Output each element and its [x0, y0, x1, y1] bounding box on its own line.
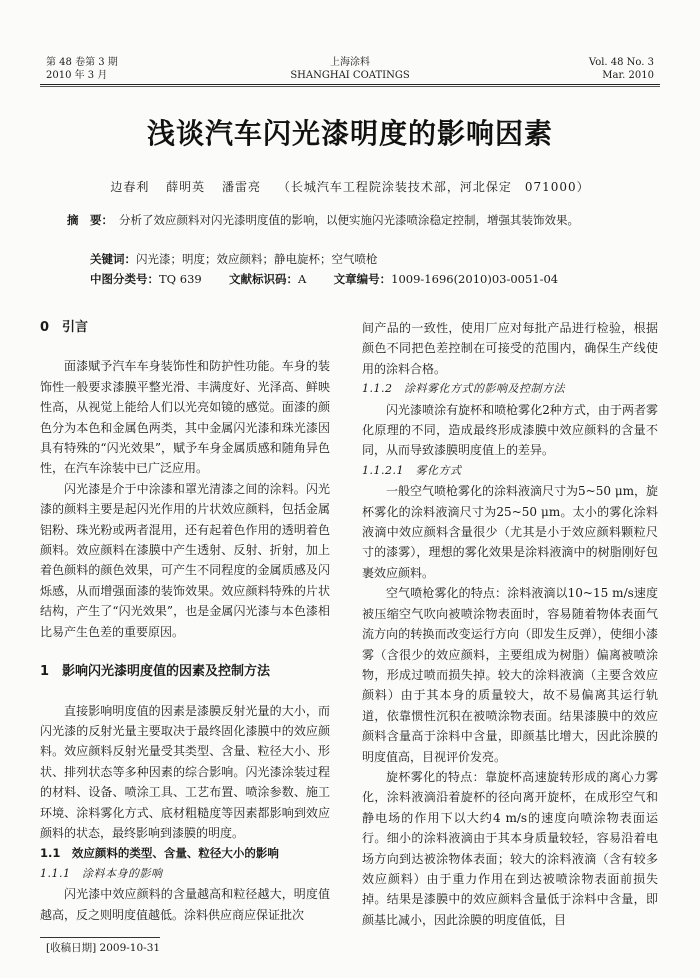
keywords-label: 关键词：	[90, 252, 136, 266]
paragraph: 一般空气喷枪雾化的涂料液滴尺寸为5~50 μm，旋杯雾化的涂料液滴尺寸为25~50 μm。太小的雾化涂料液滴中效应颜料含量很少（尤其是小于效应颜料颗粒尺寸的漆雾），理想的雾化效果是涂料液滴中的树脂刚好包裹效应颜料。	[362, 484, 658, 580]
section-heading: 0 引言	[40, 320, 89, 335]
paragraph: 闪光漆是介于中涂漆和罩光清漆之间的涂料。闪光漆的颜料主要是起闪光作用的片状效应颜料，包括金属铝粉、珠光粉或两者混用，还有起着色作用的透明着色颜料。效应颜料在漆膜中产生透射、反射、折射，加上着色颜料的颜色效果，可产生不同程度的金属质感及闪烁感，从而增强面漆的装饰效果。效应颜料特殊的片状结构，产生了“闪光效果”，也是金属闪光漆与本色漆相比易产生色差的重要原因。	[40, 481, 330, 639]
keywords-text: 闪光漆；明度；效应颜料；静电旋杯；空气喷枪	[136, 252, 378, 266]
abstract-text: 分析了效应颜料对闪光漆明度值的影响，以便实施闪光漆喷涂稳定控制，增强其装饰效果。	[119, 213, 579, 227]
paragraph: 闪光漆中效应颜料的含量越高和粒径越大，明度值越高，反之则明度值越低。涂料供应商应保证批次	[40, 887, 330, 922]
footnote-rule	[40, 937, 160, 938]
doc-code-value: A	[298, 272, 307, 286]
paragraph: 闪光漆喷涂有旋杯和喷枪雾化2种方式，由于两者雾化原理的不同，造成最终形成漆膜中效应颜料的含量不同，从而导致漆膜明度值上的差异。	[362, 402, 658, 458]
header-rule-thin	[40, 86, 660, 87]
abstract	[67, 210, 637, 230]
received-date-footnote: [收稿日期] 2009-10-31	[46, 942, 161, 954]
issue-date-en: Mar. 2010	[602, 70, 654, 81]
subsection-heading: 1.1 效应颜料的类型、含量、粒径大小的影响	[40, 846, 279, 861]
right-column	[362, 318, 658, 930]
paragraph: 空气喷枪雾化的特点：涂料液滴以10~15 m/s速度被压缩空气吹向被喷涂物表面时，容易随着物体表面气流方向的转换而改变运行方向（即发生反弹），使细小漆雾（含很少的效应颜料，主要组成为树脂）偏离被喷涂物，形成过喷而损失掉。较大的涂料液滴（主要含效应颜料）由于其本身的质量较大，故不易偏离其运行轨道，依靠惯性沉积在被喷涂物表面。结果漆膜中的效应颜料含量高于涂料中含量，即颜基比增大，因此涂膜的明度值高，目视评价发亮。	[362, 586, 658, 764]
author-name: 薛明英	[166, 180, 206, 194]
keywords-line	[90, 250, 378, 268]
journal-name-en: SHANGHAI COATINGS	[290, 70, 410, 81]
issue-date: 2010 年 3 月	[46, 70, 108, 81]
subsubsection-heading: 1.1.1 涂料本身的影响	[40, 866, 163, 880]
clc-label: 中图分类号：	[90, 272, 159, 286]
paragraph: 旋杯雾化的特点：靠旋杯高速旋转形成的离心力雾化，涂料液滴沿着旋杯的径向离开旋杯，在成形空气和静电场的作用下以大约4 m/s的速度向喷涂物表面运行。细小的涂料液滴由于其本身质量较轻，容易沿着电场方向到达被涂物体表面；较大的涂料液滴（含有较多效应颜料）由于重力作用在到达被喷涂物表面前损失掉。结果是漆膜中的效应颜料含量低于涂料中含量，即颜基比减小，因此涂膜的明度值低，目	[362, 769, 658, 927]
authors-line	[0, 178, 700, 195]
paragraph: 间产品的一致性，使用厂应对每批产品进行检验，根据颜色不同把色差控制在可接受的范围内，确保生产线使用的涂料合格。	[362, 321, 658, 376]
doc-code-label: 文献标识码：	[229, 272, 299, 286]
abstract-label: 摘 要：	[67, 213, 113, 227]
article-title: 浅谈汽车闪光漆明度的影响因素	[146, 117, 553, 150]
author-name: 潘雷亮	[222, 180, 262, 194]
header-rule	[40, 84, 660, 85]
left-column	[40, 318, 330, 925]
volume-issue-en: Vol. 48 No. 3	[588, 57, 654, 68]
author-name: 边春利	[110, 180, 150, 194]
journal-name-cn: 上海涂料	[330, 57, 370, 68]
classification-line	[90, 270, 558, 288]
paragraph: 直接影响明度值的因素是漆膜反射光量的大小，而闪光漆的反射光量主要取决于最终固化漆膜中的效应颜料。效应颜料反射光量受其类型、含量、粒径大小、形状、排列状态等多种因素的综合影响。闪光漆涂装过程的材料、设备、喷涂工具、工艺布置、喷涂参数、施工环境、涂料雾化方式、底材粗糙度等因素都影响到效应颜料的状态，最终影响到漆膜的明度。	[40, 703, 330, 840]
volume-issue: 第 48 卷第 3 期	[46, 57, 118, 68]
article-number-label: 文章编号：	[333, 272, 392, 286]
paragraph: 面漆赋予汽车车身装饰性和防护性功能。车身的装饰性一般要求漆膜平整光滑、丰满度好、光泽高、鲜映性高，从视觉上能给人们以光亮如镜的感觉。面漆的颜色分为本色和金属色两类，其中金属闪光漆和珠光漆因具有特殊的“闪光效果”，赋予车身金属质感和随角异色性，在汽车涂装中已广泛应用。	[40, 359, 330, 476]
subsubsection-heading: 1.1.2.1 雾化方式	[362, 463, 462, 477]
journal-volume-info-en	[589, 56, 654, 82]
clc-value: TQ 639	[159, 272, 202, 286]
article-number-value: 1009-1696(2010)03-0051-04	[391, 272, 559, 286]
subsubsection-heading: 1.1.2 涂料雾化方式的影响及控制方法	[362, 382, 565, 396]
section-heading: 1 影响闪光漆明度值的因素及控制方法	[40, 664, 271, 680]
author-affiliation: （长城汽车工程院涂装技术部，河北保定 071000）	[277, 180, 590, 194]
